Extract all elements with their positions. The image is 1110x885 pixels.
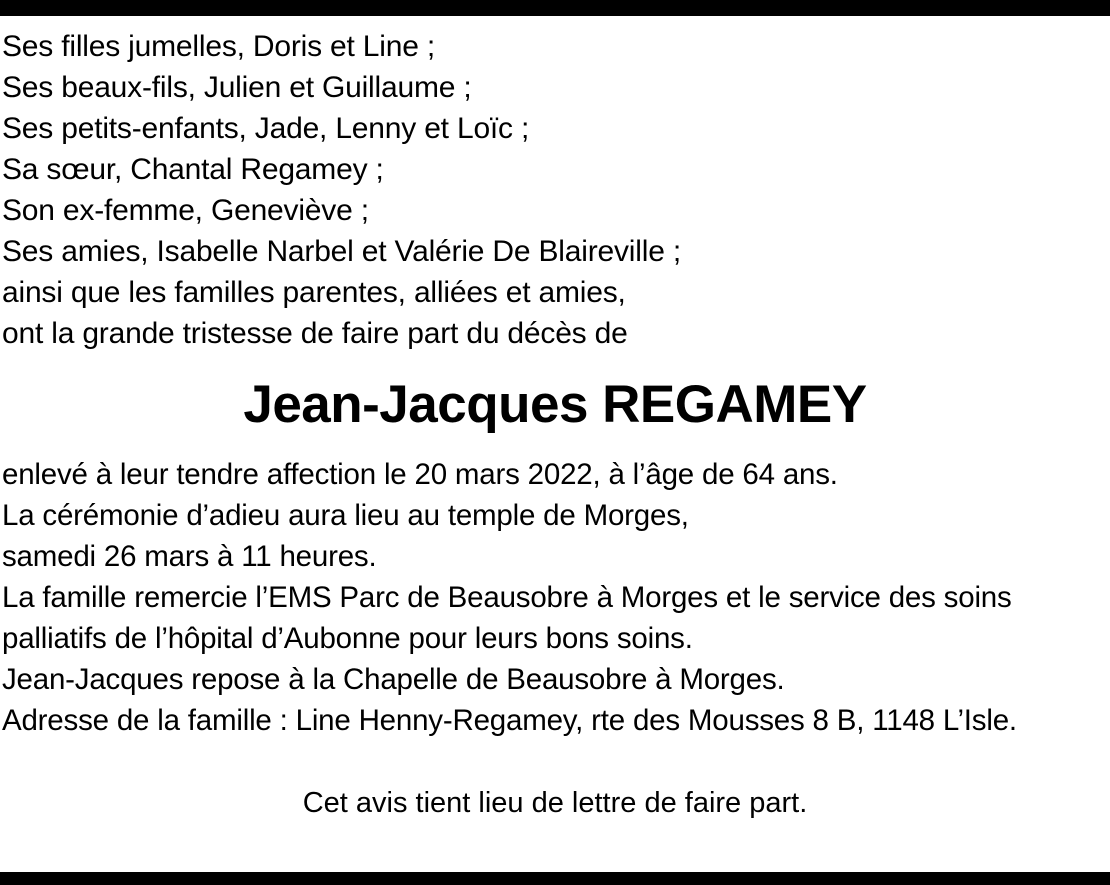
survivor-line: ainsi que les familles parentes, alliées et amies,: [2, 276, 626, 309]
deceased-name: Jean-Jacques REGAMEY: [243, 375, 867, 434]
detail-line: enlevé à leur tendre affection le 20 mars 2022, à l’âge de 64 ans.: [2, 458, 838, 491]
top-rule-divider: [0, 0, 1110, 16]
family-address-line: Adresse de la famille : Line Henny-Regamey, rte des Mousses 8 B, 1148 L’Isle.: [2, 704, 1017, 737]
notice-body: [0, 16, 1110, 872]
survivor-line: Ses filles jumelles, Doris et Line ;: [2, 30, 435, 63]
survivor-line: Ses amies, Isabelle Narbel et Valérie De Blaireville ;: [2, 235, 681, 268]
detail-line: Jean-Jacques repose à la Chapelle de Beausobre à Morges.: [2, 663, 785, 696]
detail-line: palliatifs de l’hôpital d’Aubonne pour leurs bons soins.: [2, 622, 693, 655]
detail-line: La cérémonie d’adieu aura lieu au temple de Morges,: [2, 499, 689, 532]
survivor-line: Ses petits-enfants, Jade, Lenny et Loïc ;: [2, 112, 530, 145]
closing-statement: Cet avis tient lieu de lettre de faire part.: [302, 787, 808, 819]
announcement-line: ont la grande tristesse de faire part du décès de: [2, 317, 628, 350]
survivor-line: Ses beaux-fils, Julien et Guillaume ;: [2, 71, 472, 104]
survivors-list: [2, 26, 1108, 354]
service-details: [2, 454, 1108, 741]
detail-line: samedi 26 mars à 11 heures.: [2, 540, 377, 573]
detail-line: La famille remercie l’EMS Parc de Beausobre à Morges et le service des soins: [2, 581, 1012, 614]
bottom-rule-divider: [0, 872, 1110, 885]
survivor-line: Sa sœur, Chantal Regamey ;: [2, 153, 384, 186]
survivor-line: Son ex-femme, Geneviève ;: [2, 194, 369, 227]
